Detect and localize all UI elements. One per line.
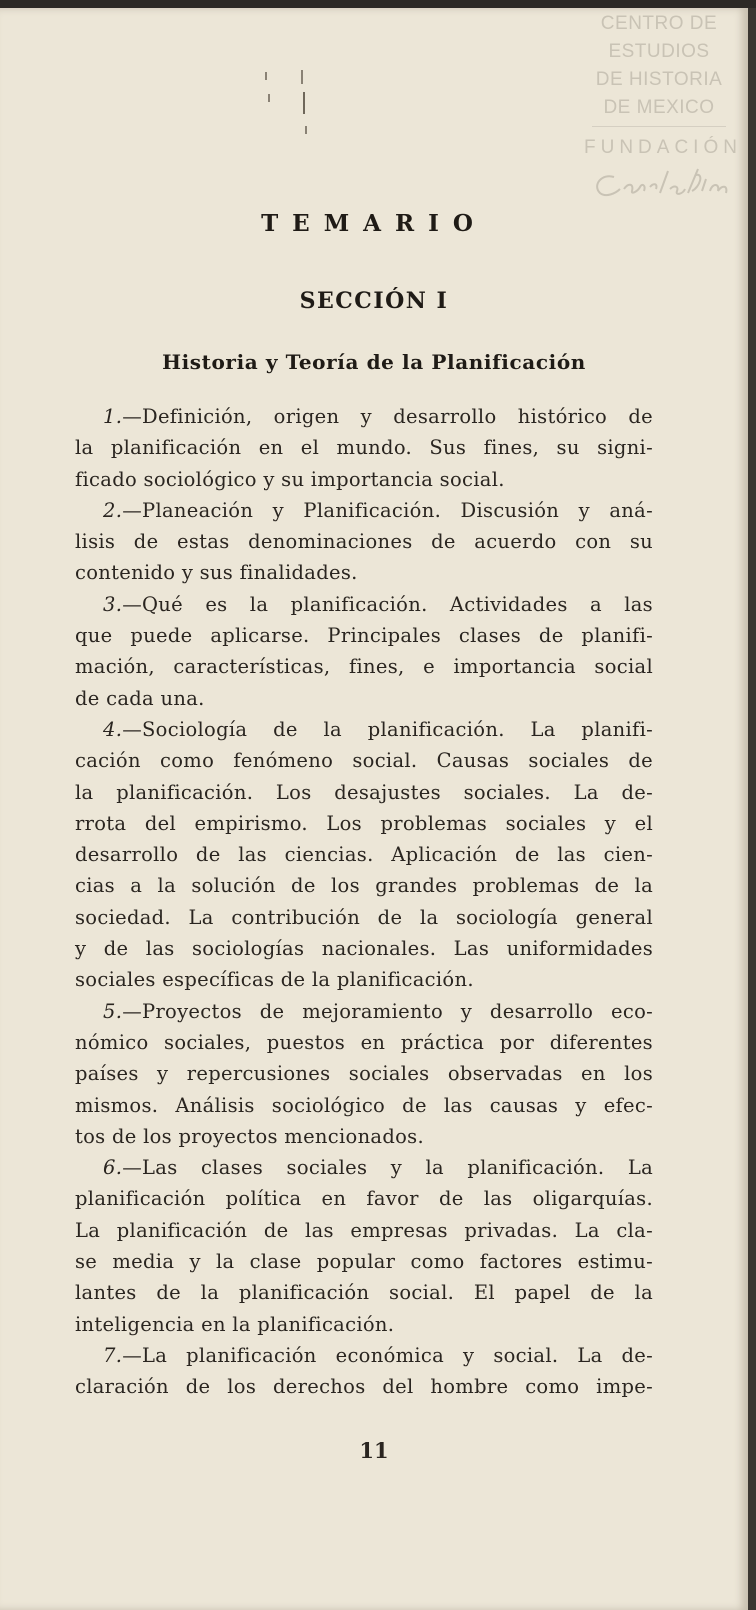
topic-number: 5. <box>103 999 123 1023</box>
topic-item <box>75 996 653 1152</box>
topic-text: —Proyectos de mejoramiento y desarrollo eco- <box>122 999 653 1023</box>
topic-text: la planificación en el mundo. Sus fines, su signi- <box>75 436 653 460</box>
topic-line <box>75 1121 653 1152</box>
topic-line <box>75 839 653 870</box>
topic-line <box>75 620 653 651</box>
topic-line <box>75 1027 653 1058</box>
topic-number: 6. <box>103 1156 123 1180</box>
scan-border <box>0 0 756 8</box>
topic-list <box>75 401 653 1403</box>
topic-item <box>75 589 653 714</box>
topic-line <box>75 1215 653 1246</box>
topic-text: lantes de la planificación social. El papel de la <box>75 1281 653 1305</box>
topic-line <box>75 714 653 745</box>
section-heading: SECCIÓN I <box>299 288 449 314</box>
topic-text: —Qué es la planificación. Actividades a las <box>122 592 653 616</box>
topic-number: 1. <box>103 405 123 428</box>
topic-text: sociedad. La contribución de la sociología general <box>75 905 653 929</box>
topic-line <box>75 777 653 808</box>
topic-text: de cada una. <box>75 686 205 710</box>
topic-line <box>75 432 653 463</box>
topic-text: mación, características, fines, e importancia social <box>75 655 653 679</box>
watermark-line: DE MEXICO <box>603 97 715 118</box>
watermark-divider <box>592 126 726 127</box>
topic-line <box>75 964 653 995</box>
watermark-line: CENTRO DE <box>600 13 718 34</box>
topic-number: 3. <box>103 592 123 616</box>
topic-text: planificación política en favor de las oligarquías. <box>75 1187 653 1211</box>
topic-line <box>75 495 653 526</box>
topic-item <box>75 1152 653 1340</box>
topic-line <box>75 1090 653 1121</box>
topic-line <box>75 651 653 682</box>
topic-text: que puede aplicarse. Principales clases de planifi- <box>75 624 653 648</box>
archive-watermark <box>584 10 742 205</box>
topic-line <box>75 1152 653 1183</box>
topic-line <box>75 401 653 432</box>
topic-number: 2. <box>103 498 123 522</box>
topic-text: —Sociología de la planificación. La planifi- <box>122 717 653 741</box>
topic-text: y de las sociologías nacionales. Las uniformidades <box>75 937 653 961</box>
topic-text: mismos. Análisis sociológico de las causas y efec- <box>75 1093 653 1117</box>
page-title: TEMARIO <box>261 210 487 237</box>
topic-line <box>75 808 653 839</box>
topic-text: inteligencia en la planificación. <box>75 1312 395 1336</box>
topic-line <box>75 1246 653 1277</box>
topic-text: lisis de estas denominaciones de acuerdo con su <box>75 530 653 554</box>
topic-text: rrota del empirismo. Los problemas sociales y el <box>75 811 653 835</box>
topic-text: contenido y sus finalidades. <box>75 561 358 585</box>
signature-logo-icon <box>584 163 734 205</box>
topic-text: La planificación de las empresas privadas. La cla- <box>75 1218 653 1242</box>
topic-line <box>75 870 653 901</box>
topic-line <box>75 1309 653 1340</box>
topic-text: claración de los derechos del hombre como impe- <box>75 1375 653 1399</box>
topic-text: —Definición, origen y desarrollo histórico de <box>122 405 653 428</box>
section-subtitle: Historia y Teoría de la Planificación <box>162 350 586 374</box>
topic-item <box>75 714 653 996</box>
topic-line <box>75 1058 653 1089</box>
topic-text: la planificación. Los desajustes sociales. La de- <box>75 780 653 804</box>
topic-line <box>75 557 653 588</box>
topic-line <box>75 589 653 620</box>
topic-line <box>75 996 653 1027</box>
topic-text: países y repercusiones sociales observadas en los <box>75 1062 653 1086</box>
topic-number: 7. <box>103 1343 123 1367</box>
watermark-line: DE HISTORIA <box>595 69 723 90</box>
topic-line <box>75 683 653 714</box>
topic-text: —Planeación y Planificación. Discusión y aná- <box>122 498 653 522</box>
topic-line <box>75 745 653 776</box>
page-number: 11 <box>359 1438 389 1463</box>
topic-item <box>75 1340 653 1403</box>
topic-text: cación como fenómeno social. Causas sociales de <box>75 749 653 773</box>
topic-text: ficado sociológico y su importancia social. <box>75 467 505 491</box>
topic-line <box>75 526 653 557</box>
topic-line <box>75 933 653 964</box>
topic-line <box>75 1371 653 1402</box>
topic-line <box>75 902 653 933</box>
topic-number: 4. <box>103 717 123 741</box>
topic-text: —La planificación económica y social. La de- <box>122 1343 653 1367</box>
topic-line <box>75 1277 653 1308</box>
topic-line <box>75 464 653 495</box>
topic-text: —Las clases sociales y la planificación. La <box>122 1156 653 1180</box>
topic-text: tos de los proyectos mencionados. <box>75 1124 424 1148</box>
topic-text: cias a la solución de los grandes problemas de la <box>75 874 653 898</box>
topic-item <box>75 495 653 589</box>
watermark-line: ESTUDIOS <box>608 41 710 62</box>
topic-item <box>75 401 653 495</box>
topic-line <box>75 1183 653 1214</box>
topic-text: desarrollo de las ciencias. Aplicación de las cien- <box>75 843 653 867</box>
topic-text: sociales específicas de la planificación. <box>75 968 474 992</box>
topic-text: nómico sociales, puestos en práctica por diferentes <box>75 1030 653 1054</box>
document-page <box>0 8 748 1610</box>
watermark-foundation: FUNDACIÓN <box>584 137 742 158</box>
scan-marks <box>262 68 312 148</box>
topic-line <box>75 1340 653 1371</box>
topic-text: se media y la clase popular como factores estimu- <box>75 1250 653 1274</box>
